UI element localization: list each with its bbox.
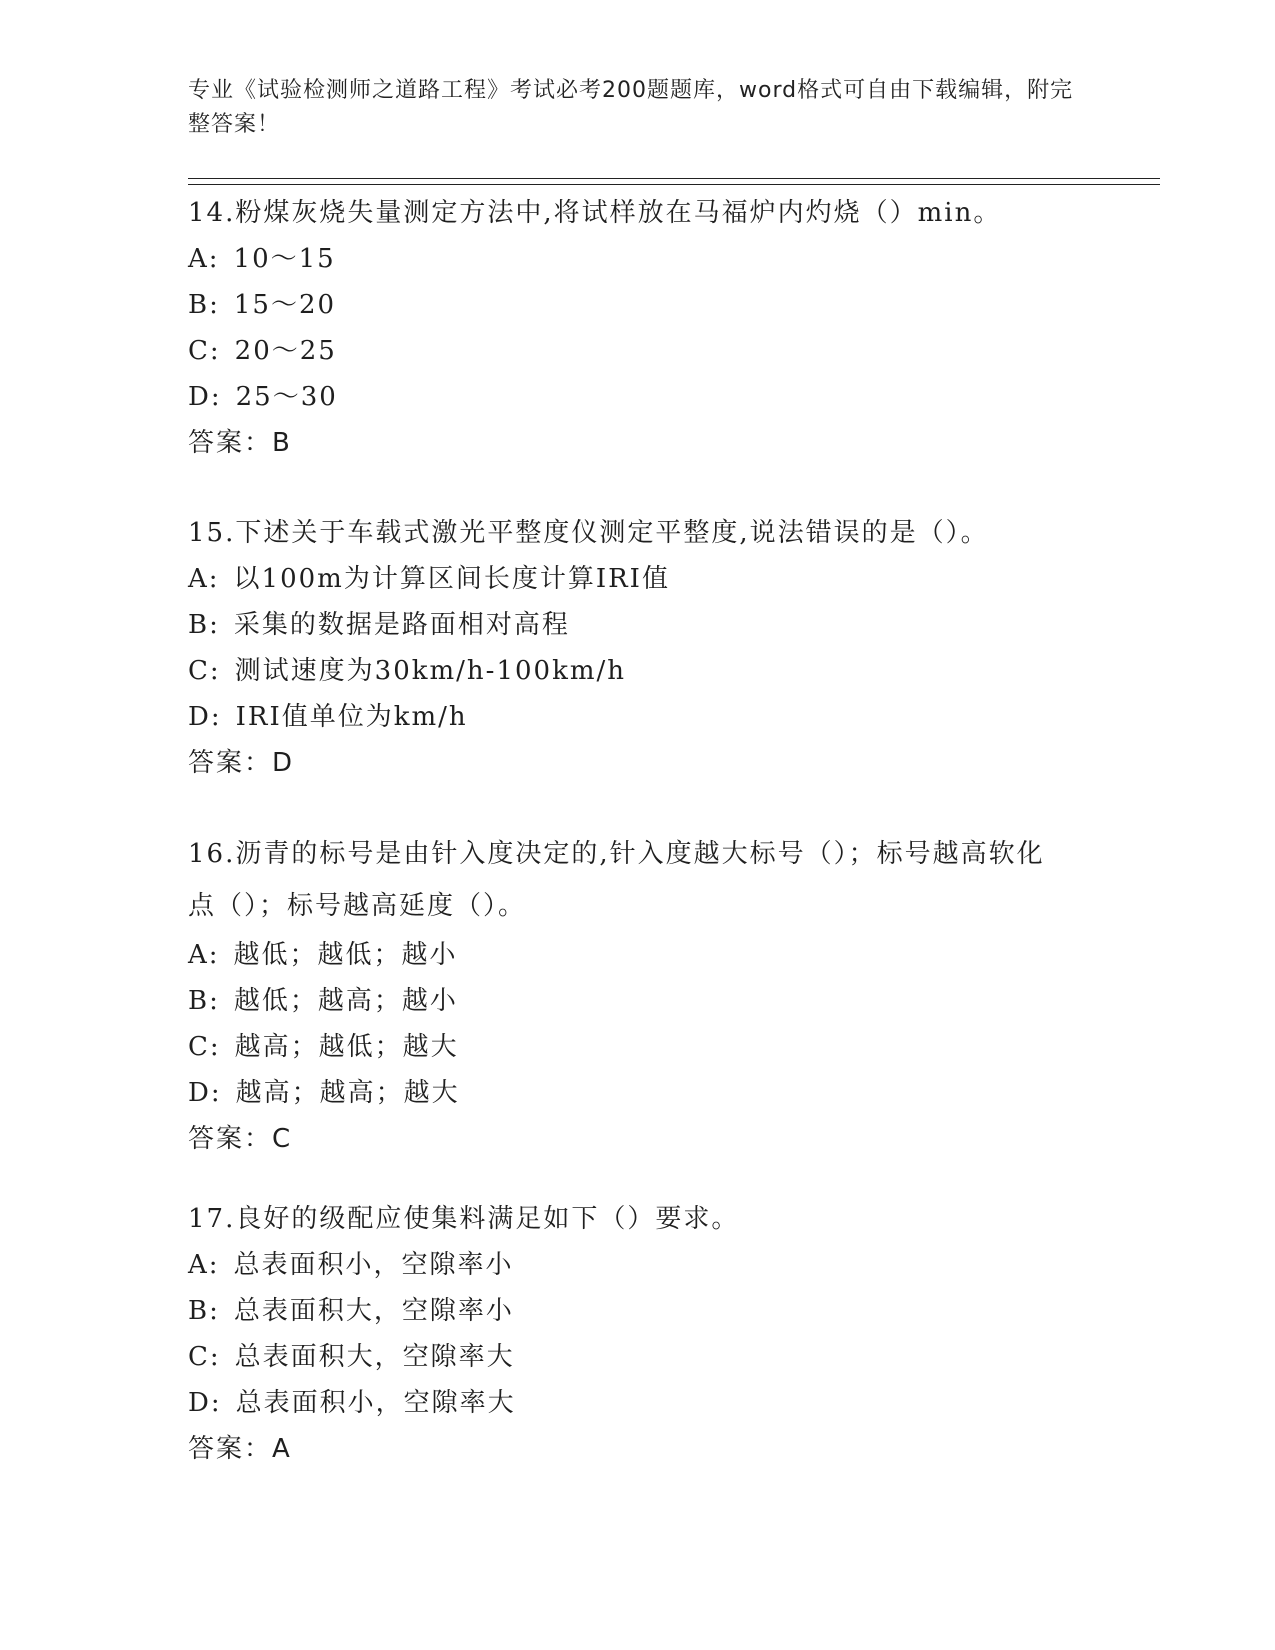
option-a: [188, 556, 1088, 602]
option-label: A:: [188, 244, 220, 274]
question-17: [188, 1196, 1088, 1472]
header-divider-bottom: [188, 184, 1160, 185]
option-d: [188, 1380, 1088, 1426]
option-label: C:: [188, 656, 221, 686]
option-label: C:: [188, 1342, 221, 1372]
document-header: 专业《试验检测师之道路工程》考试必考200题题库，word格式可自由下载编辑，附完整答案！: [188, 78, 1074, 137]
answer: 答案：D: [188, 748, 295, 778]
option-b: [188, 978, 1088, 1024]
option-a: [188, 932, 1088, 978]
option-c: [188, 328, 1088, 374]
option-text: 10～15: [233, 244, 336, 274]
answer: 答案：C: [188, 1124, 293, 1154]
option-text: 总表面积小，空隙率大: [235, 1388, 516, 1418]
option-text: 采集的数据是路面相对高程: [233, 610, 570, 640]
option-label: B:: [188, 986, 220, 1016]
option-b: [188, 602, 1088, 648]
option-a: [188, 236, 1088, 282]
option-text: 总表面积小，空隙率小: [233, 1250, 514, 1280]
option-c: [188, 1024, 1088, 1070]
option-label: A:: [188, 564, 220, 594]
option-text: 越低；越低；越小: [233, 940, 458, 970]
option-label: B:: [188, 1296, 220, 1326]
option-text: 20～25: [234, 336, 337, 366]
option-text: 总表面积大，空隙率大: [234, 1342, 515, 1372]
option-d: [188, 694, 1088, 740]
option-label: B:: [188, 290, 220, 320]
option-text: 测试速度为30km/h-100km/h: [234, 656, 626, 686]
option-text: 15～20: [233, 290, 337, 320]
question-15: [188, 510, 1088, 786]
answer: 答案：A: [188, 1434, 292, 1464]
option-d: [188, 374, 1088, 420]
option-b: [188, 1288, 1088, 1334]
option-c: [188, 648, 1088, 694]
option-label: C:: [188, 336, 221, 366]
option-text: 总表面积大，空隙率小: [233, 1296, 514, 1326]
header-divider-top: [188, 178, 1160, 179]
option-label: B:: [188, 610, 220, 640]
question-stem: 15.下述关于车载式激光平整度仪测定平整度,说法错误的是（）。: [188, 518, 989, 548]
option-label: D:: [188, 1078, 222, 1108]
option-label: C:: [188, 1032, 221, 1062]
option-label: A:: [188, 1250, 220, 1280]
option-a: [188, 1242, 1088, 1288]
question-stem: 16.沥青的标号是由针入度决定的,针入度越大标号（）；标号越高软化点（）；标号越高延度（）。: [188, 839, 1045, 921]
question-stem: 14.粉煤灰烧失量测定方法中,将试样放在马福炉内灼烧（）min。: [188, 198, 1002, 228]
option-text: 越高；越低；越大: [234, 1032, 459, 1062]
option-text: 以100m为计算区间长度计算IRI值: [233, 564, 670, 594]
option-label: D:: [188, 1388, 222, 1418]
option-label: A:: [188, 940, 220, 970]
option-c: [188, 1334, 1088, 1380]
option-b: [188, 282, 1088, 328]
option-text: 越高；越高；越大: [235, 1078, 460, 1108]
question-16: [188, 828, 1088, 1162]
question-14: [188, 190, 1088, 466]
option-d: [188, 1070, 1088, 1116]
option-text: IRI值单位为km/h: [235, 702, 468, 732]
answer: 答案：B: [188, 428, 292, 458]
option-label: D:: [188, 702, 222, 732]
question-stem: 17.良好的级配应使集料满足如下（）要求。: [188, 1204, 740, 1234]
option-label: D:: [188, 382, 222, 412]
option-text: 25～30: [235, 382, 338, 412]
option-text: 越低；越高；越小: [233, 986, 458, 1016]
